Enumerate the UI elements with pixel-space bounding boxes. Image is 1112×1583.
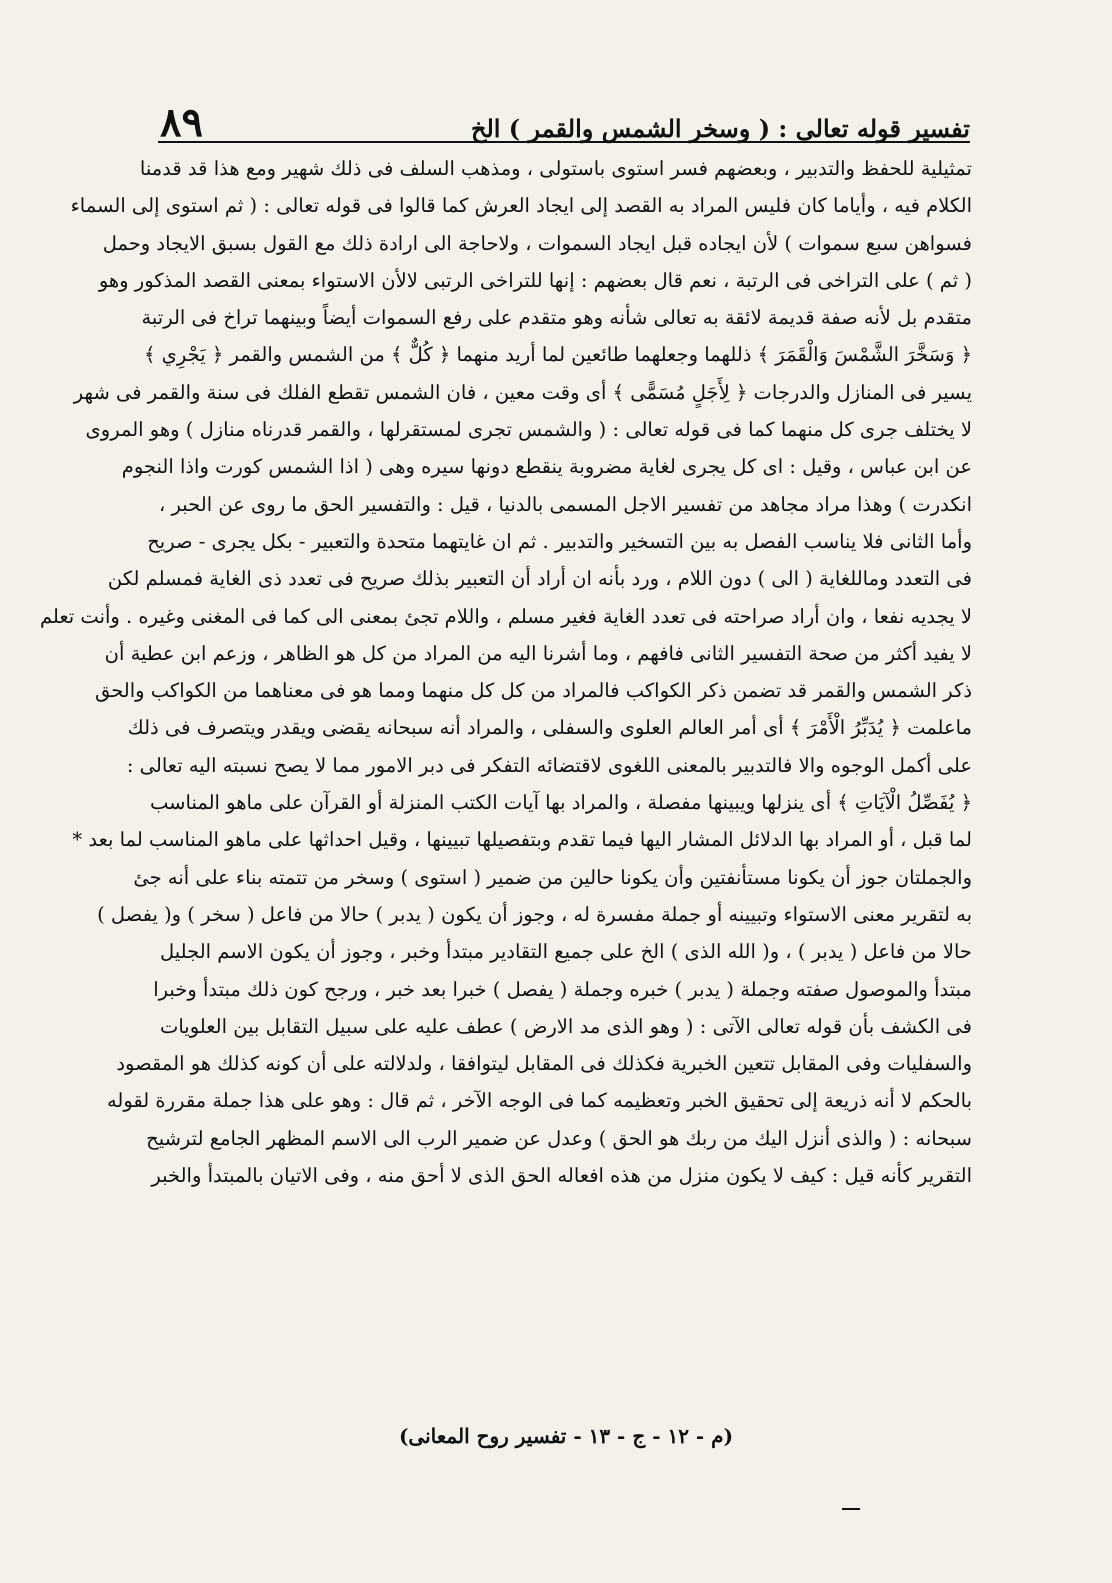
page-number: ٨٩ (160, 99, 203, 146)
text-line: تمثيلية للحفظ والتدبير ، وبعضهم فسر استوى باستولى ، ومذهب السلف فى ذلك شهير ومع هذا قد قدمنا (139, 157, 972, 180)
text-line: ماعلمت ﴿ يُدَبِّرُ الْأَمْرَ ﴾ أى أمر العالم العلوى والسفلى ، والمراد أنه سبحانه يقضى ويقدر ويتصرف فى ذلك (127, 716, 972, 740)
bottom-dash (842, 1508, 860, 1510)
text-line: الكلام فيه ، وأياما كان فليس المراد به القصد إلى ايجاد العرش كما قالوا فى قوله تعالى : ( ثم استوى إلى السماء (70, 194, 972, 218)
text-line: سبحانه : ( والذى أنزل اليك من ربك هو الحق ) وعدل عن ضمير الرب الى الاسم المظهر الجامع لترشيح (146, 1126, 972, 1150)
text-line: وأما الثانى فلا يناسب الفصل به بين التسخير والتدبير . ثم ان غايتهما متحدة والتعبير - بكل يجرى - صريح (147, 529, 972, 553)
text-line: على أكمل الوجوه والا فالتدبير بالمعنى اللغوى لاقتضائه التفكر فى دبر الامور مما لا يصح نسبته اليه تعالى : (126, 753, 972, 777)
text-line: ( ثم ) على التراخى فى الرتبة ، نعم قال بعضهم : إنها للتراخى الرتبى لالأن الاستواء بمعنى القصد المذكور وهو (98, 268, 972, 292)
text-line: متقدم بل لأنه صفة قديمة لائقة به تعالى شأنه وهو متقدم على رفع السموات أيضاً وبينهما تراخ فى الرتبة (141, 306, 972, 330)
page-header (160, 95, 970, 146)
text-line: فى الكشف بأن قوله تعالى الآتى : ( وهو الذى مد الارض ) عطف عليه على سبيل التقابل بين العلويات (160, 1014, 972, 1038)
text-line: ﴿ يُفَصِّلُ الْآيَاتِ ﴾ أى ينزلها ويبينها مفصلة ، والمراد بها آيات الكتب المنزلة أو القرآن على ماهو المناسب (150, 791, 972, 815)
text-line: انكدرت ) وهذا مراد مجاهد من تفسير الاجل المسمى بالدنيا ، قيل : والتفسير الحق ما روى عن الحبر ، (159, 492, 972, 516)
signature-mark: (م - ١٢ - ج - ١٣ - تفسير روح المعانى) (398, 1424, 734, 1448)
header-rule (158, 141, 970, 143)
text-line: بالحكم لا أنه ذريعة إلى تحقيق الخبر وتعظيمه كما فى الوجه الآخر ، ثم قال : وهو على هذا جملة مقررة لقوله (106, 1089, 972, 1113)
text-line: لما قبل ، أو المراد بها الدلائل المشار اليها فيما تقدم وبتفصيلها تبيينها ، وقيل احداثها على ماهو المناسب لما بعد * (72, 828, 972, 852)
text-line: عن ابن عباس ، وقيل : اى كل يجرى لغاية مضروبة ينقطع دونها سيره وهى ( اذا الشمس كورت واذا النجوم (121, 455, 972, 479)
running-title: تفسير قوله تعالى : ( وسخر الشمس والقمر ) الخ (470, 114, 970, 143)
text-line: يسير فى المنازل والدرجات ﴿ لِأَجَلٍ مُسَمًّى ﴾ أى وقت معين ، فان الشمس تقطع الفلك فى سنة والقمر فى شهر (73, 380, 972, 404)
text-line: ﴿ وَسَخَّرَ الشَّمْسَ وَالْقَمَرَ ﴾ ذللهما وجعلهما طائعين لما أريد منهما ﴿ كُلٌّ ﴾ من الشمس والقمر ﴿ يَجْرِي ﴾ (144, 343, 972, 367)
text-line: لا يفيد أكثر من صحة التفسير الثانى فافهم ، وما أشرنا اليه من المراد من كل هو الظاهر ، وزعم ابن عطية أن (104, 641, 972, 665)
text-line: والجملتان جوز أن يكونا مستأنفتين وأن يكونا حالين من ضمير ( استوى ) وسخر من تتمته بناء على أنه جئ (133, 865, 972, 889)
text-line: لا يجديه نفعا ، وان أراد صراحته فى تعدد الغاية فغير مسلم ، واللام تجئ بمعنى الى كما فى المغنى وغيره . وأنت تعلم (39, 604, 972, 628)
body-text (39, 150, 972, 1194)
text-line: به لتقرير معنى الاستواء وتبيينه أو جملة مفسرة له ، وجوز أن يكون ( يدبر ) حالا من فاعل ( سخر ) و( يفصل ) (97, 902, 972, 926)
text-line: والسفليات وفى المقابل تتعين الخبرية فكذلك فى المقابل ليتوافقا ، ولدلالته على أن كونه كذلك هو المقصود (116, 1052, 972, 1076)
text-line: ذكر الشمس والقمر قد تضمن ذكر الكواكب فالمراد من كل كل منهما ومما هو فى معناهما من الكواكب والحق (94, 679, 972, 703)
text-line: حالا من فاعل ( يدبر ) ، و( الله الذى ) الخ على جميع التقادير مبتدأ وخبر ، وجوز أن يكون الاسم الجليل (160, 940, 972, 964)
text-line: لا يختلف جرى كل منهما كما فى قوله تعالى : ( والشمس تجرى لمستقرلها ، والقمر قدرناه منازل ) وهو المروى (85, 418, 972, 442)
text-line: فسواهن سبع سموات ) لأن ايجاده قبل ايجاد السموات ، ولاحاجة الى ارادة ذلك مع القول بسبق الايجاد وحمل (102, 231, 972, 255)
text-line: التقرير كأنه قيل : كيف لا يكون منزل من هذه افعاله الحق الذى لا أحق منه ، وفى الاتيان بالمبتدأ والخبر (151, 1164, 972, 1188)
text-line: فى التعدد وماللغاية ( الى ) دون اللام ، ورد بأنه ان أراد أن التعبير بذلك صريح فى تعدد ذى الغاية فمسلم لكن (107, 567, 972, 591)
text-line: مبتدأ والموصول صفته وجملة ( يدبر ) خبره وجملة ( يفصل ) خبرا بعد خبر ، ورجح كون ذلك مبتدأ وخبرا (153, 977, 972, 1001)
